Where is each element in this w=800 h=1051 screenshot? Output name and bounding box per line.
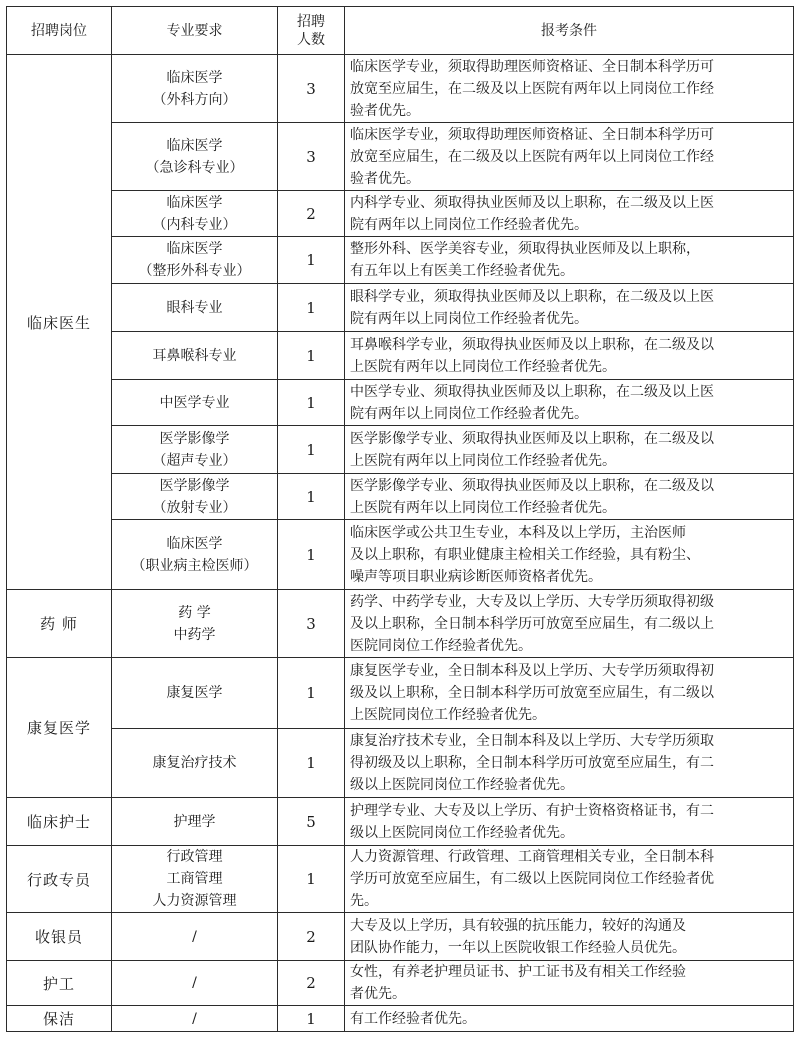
position-cell: 药 师 bbox=[7, 590, 112, 658]
header-count: 招聘 人数 bbox=[278, 7, 345, 55]
count-cell: 1 bbox=[278, 380, 345, 426]
header-row bbox=[7, 7, 794, 55]
table-row bbox=[7, 123, 794, 191]
table-row bbox=[7, 1006, 794, 1032]
major-cell: 眼科专业 bbox=[112, 284, 278, 332]
condition-cell: 护理学专业、大专及以上学历、有护士资格资格证书，有二 级以上医院同岗位工作经验者优先。 bbox=[345, 798, 794, 846]
major-cell: / bbox=[112, 961, 278, 1006]
table-row bbox=[7, 191, 794, 237]
condition-cell: 耳鼻喉科学专业，须取得执业医师及以上职称，在二级及以 上医院有两年以上同岗位工作经验者优先。 bbox=[345, 332, 794, 380]
major-cell: 行政管理 工商管理 人力资源管理 bbox=[112, 846, 278, 913]
condition-cell: 临床医学专业，须取得助理医师资格证、全日制本科学历可 放宽至应届生，在二级及以上医院有两年以上同岗位工作经 验者优先。 bbox=[345, 55, 794, 123]
count-cell: 1 bbox=[278, 284, 345, 332]
table-row bbox=[7, 284, 794, 332]
table-row bbox=[7, 520, 794, 590]
condition-cell: 临床医学专业，须取得助理医师资格证、全日制本科学历可 放宽至应届生，在二级及以上医院有两年以上同岗位工作经 验者优先。 bbox=[345, 123, 794, 191]
condition-cell: 中医学专业、须取得执业医师及以上职称，在二级及以上医 院有两年以上同岗位工作经验者优先。 bbox=[345, 380, 794, 426]
major-cell: 临床医学 （整形外科专业） bbox=[112, 237, 278, 284]
count-cell: 1 bbox=[278, 332, 345, 380]
header-position: 招聘岗位 bbox=[7, 7, 112, 55]
major-cell: 临床医学 （急诊科专业） bbox=[112, 123, 278, 191]
condition-cell: 药学、中药学专业，大专及以上学历、大专学历须取得初级 及以上职称，全日制本科学历可放宽至应届生，有二级以上 医院同岗位工作经验者优先。 bbox=[345, 590, 794, 658]
major-cell: 临床医学 （职业病主检医师） bbox=[112, 520, 278, 590]
table-row bbox=[7, 55, 794, 123]
table-row bbox=[7, 658, 794, 729]
count-cell: 1 bbox=[278, 237, 345, 284]
count-cell: 2 bbox=[278, 191, 345, 237]
condition-cell: 人力资源管理、行政管理、工商管理相关专业，全日制本科 学历可放宽至应届生，有二级以上医院同岗位工作经验者优 先。 bbox=[345, 846, 794, 913]
count-cell: 1 bbox=[278, 474, 345, 520]
condition-cell: 大专及以上学历，具有较强的抗压能力，较好的沟通及 团队协作能力，一年以上医院收银工作经验人员优先。 bbox=[345, 913, 794, 961]
table-row bbox=[7, 237, 794, 284]
condition-cell: 女性，有养老护理员证书、护工证书及有相关工作经验 者优先。 bbox=[345, 961, 794, 1006]
major-cell: 中医学专业 bbox=[112, 380, 278, 426]
position-cell: 护工 bbox=[7, 961, 112, 1006]
position-cell: 临床医生 bbox=[7, 55, 112, 590]
count-cell: 1 bbox=[278, 1006, 345, 1032]
count-cell: 1 bbox=[278, 658, 345, 729]
major-cell: 临床医学 （内科专业） bbox=[112, 191, 278, 237]
table-row bbox=[7, 474, 794, 520]
position-cell: 保洁 bbox=[7, 1006, 112, 1032]
major-cell: 康复医学 bbox=[112, 658, 278, 729]
condition-cell: 内科学专业、须取得执业医师及以上职称，在二级及以上医 院有两年以上同岗位工作经验者优先。 bbox=[345, 191, 794, 237]
header-condition: 报考条件 bbox=[345, 7, 794, 55]
table-row bbox=[7, 913, 794, 961]
condition-cell: 康复医学专业，全日制本科及以上学历、大专学历须取得初 级及以上职称，全日制本科学历可放宽至应届生，有二级以 上医院同岗位工作经验者优先。 bbox=[345, 658, 794, 729]
condition-cell: 眼科学专业，须取得执业医师及以上职称，在二级及以上医 院有两年以上同岗位工作经验者优先。 bbox=[345, 284, 794, 332]
header-major: 专业要求 bbox=[112, 7, 278, 55]
position-cell: 行政专员 bbox=[7, 846, 112, 913]
condition-cell: 有工作经验者优先。 bbox=[345, 1006, 794, 1032]
count-cell: 1 bbox=[278, 846, 345, 913]
condition-cell: 医学影像学专业、须取得执业医师及以上职称，在二级及以 上医院有两年以上同岗位工作经验者优先。 bbox=[345, 474, 794, 520]
table-row bbox=[7, 332, 794, 380]
major-cell: 药 学 中药学 bbox=[112, 590, 278, 658]
major-cell: 护理学 bbox=[112, 798, 278, 846]
table-row bbox=[7, 380, 794, 426]
position-cell: 临床护士 bbox=[7, 798, 112, 846]
table-row bbox=[7, 798, 794, 846]
count-cell: 3 bbox=[278, 590, 345, 658]
table-row bbox=[7, 846, 794, 913]
count-cell: 3 bbox=[278, 123, 345, 191]
recruitment-table bbox=[6, 6, 794, 1032]
major-cell: 医学影像学 （放射专业） bbox=[112, 474, 278, 520]
count-cell: 1 bbox=[278, 520, 345, 590]
major-cell: 康复治疗技术 bbox=[112, 729, 278, 798]
major-cell: 医学影像学 （超声专业） bbox=[112, 426, 278, 474]
position-cell: 康复医学 bbox=[7, 658, 112, 798]
condition-cell: 医学影像学专业、须取得执业医师及以上职称，在二级及以 上医院有两年以上同岗位工作经验者优先。 bbox=[345, 426, 794, 474]
count-cell: 1 bbox=[278, 426, 345, 474]
table-row bbox=[7, 590, 794, 658]
count-cell: 1 bbox=[278, 729, 345, 798]
table-row bbox=[7, 961, 794, 1006]
count-cell: 2 bbox=[278, 961, 345, 1006]
table-row bbox=[7, 729, 794, 798]
major-cell: / bbox=[112, 913, 278, 961]
condition-cell: 康复治疗技术专业，全日制本科及以上学历、大专学历须取 得初级及以上职称，全日制本科学历可放宽至应届生，有二 级以上医院同岗位工作经验者优先。 bbox=[345, 729, 794, 798]
table-row bbox=[7, 426, 794, 474]
count-cell: 2 bbox=[278, 913, 345, 961]
major-cell: 耳鼻喉科专业 bbox=[112, 332, 278, 380]
condition-cell: 整形外科、医学美容专业，须取得执业医师及以上职称， 有五年以上有医美工作经验者优先。 bbox=[345, 237, 794, 284]
count-cell: 5 bbox=[278, 798, 345, 846]
major-cell: 临床医学 （外科方向） bbox=[112, 55, 278, 123]
condition-cell: 临床医学或公共卫生专业，本科及以上学历，主治医师 及以上职称，有职业健康主检相关工作经验，具有粉尘、 噪声等项目职业病诊断医师资格者优先。 bbox=[345, 520, 794, 590]
count-cell: 3 bbox=[278, 55, 345, 123]
position-cell: 收银员 bbox=[7, 913, 112, 961]
major-cell: / bbox=[112, 1006, 278, 1032]
table-body bbox=[7, 55, 794, 1032]
